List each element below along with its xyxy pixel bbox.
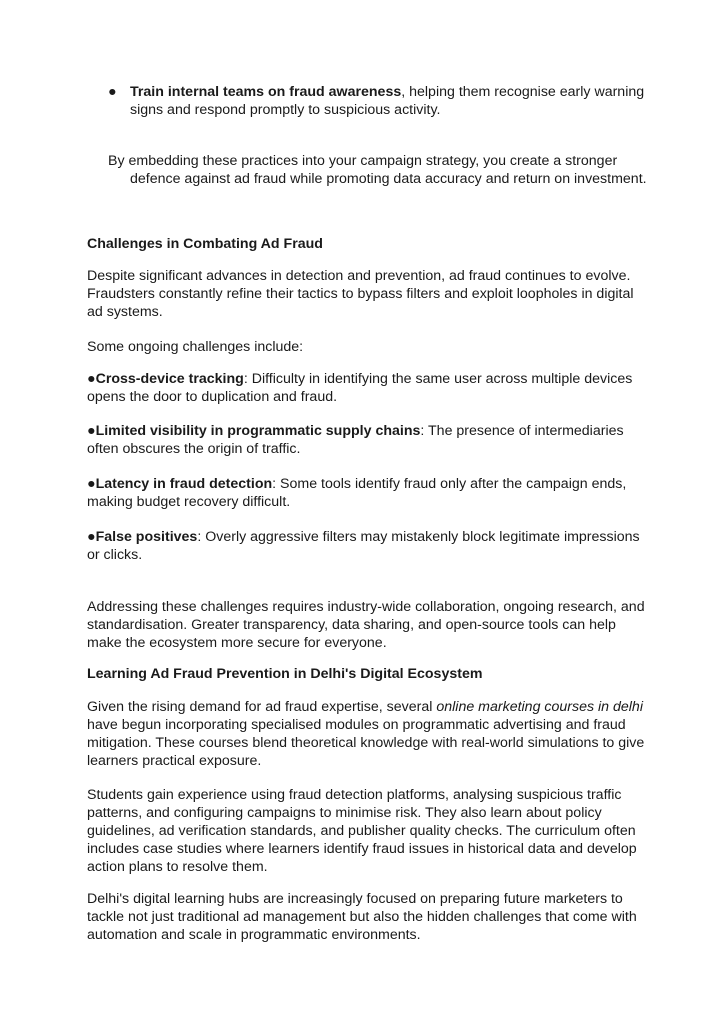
- learning-p1-before: Given the rising demand for ad fraud expertise, several: [87, 699, 437, 715]
- challenges-closing: Addressing these challenges requires industry-wide collaboration, ongoing research, and standardisation. Greater transparency, data sharing, and open-source tools can help make the ecosystem more secure for everyone.: [87, 599, 645, 651]
- bullet-marker: ●: [87, 423, 96, 439]
- challenges-intro: Despite significant advances in detection and prevention, ad fraud continues to evolve. Fraudsters constantly refine their tactics to bypass filters and exploit loopholes in digital ad systems.: [87, 268, 634, 320]
- bullet-marker: ●: [87, 529, 96, 545]
- bullet-marker: ●: [108, 84, 117, 100]
- challenge-item-rest: : Some tools identify fraud only after the campaign ends, making budget recovery difficult.: [87, 476, 627, 510]
- learning-p1-after: have begun incorporating specialised modules on programmatic advertising and fraud mitigation. These courses blend theoretical knowledge with real-world simulations to give learners practical exposure.: [87, 717, 645, 769]
- list-item-bold: Train internal teams on fraud awareness: [130, 84, 402, 100]
- challenge-item-bold: Latency in fraud detection: [95, 476, 273, 492]
- list-item-rest: , helping them recognise early warning signs and respond promptly to suspicious activity.: [130, 84, 645, 118]
- challenge-item-cross-device: [87, 370, 647, 406]
- challenge-item-rest: : Overly aggressive filters may mistakenly block legitimate impressions or clicks.: [87, 529, 640, 563]
- challenge-item-visibility: [87, 422, 647, 458]
- bullet-marker: ●: [87, 476, 96, 492]
- challenges-lead: Some ongoing challenges include:: [87, 339, 304, 355]
- list-item-train-teams: [108, 83, 648, 119]
- embedding-paragraph: By embedding these practices into your campaign strategy, you create a stronger defence against ad fraud while promoting data accuracy and return on investment.: [108, 153, 647, 187]
- learning-p1-italic: online marketing courses in delhi: [436, 699, 643, 715]
- heading-challenges: Challenges in Combating Ad Fraud: [87, 236, 323, 252]
- bullet-marker: ●: [87, 371, 96, 387]
- learning-paragraph-1: [87, 698, 647, 770]
- challenge-item-rest: : Difficulty in identifying the same user across multiple devices opens the door to duplication and fraud.: [87, 371, 633, 405]
- list-item-text: [130, 83, 648, 119]
- learning-paragraph-2: Students gain experience using fraud detection platforms, analysing suspicious traffic patterns, and configuring campaigns to minimise risk. They also learn about policy guidelines, ad verification standards, and publisher quality checks. The curriculum often includes case studies where learners identify fraud issues in historical data and develop action plans to resolve them.: [87, 787, 637, 875]
- challenge-item-bold: Cross-device tracking: [95, 371, 244, 387]
- challenge-item-bold: False positives: [95, 529, 198, 545]
- challenge-item-rest: : The presence of intermediaries often obscures the origin of traffic.: [87, 423, 624, 457]
- challenge-item-bold: Limited visibility in programmatic supply chains: [95, 423, 421, 439]
- heading-learning: Learning Ad Fraud Prevention in Delhi's Digital Ecosystem: [87, 666, 483, 682]
- challenge-item-latency: [87, 475, 647, 511]
- learning-paragraph-3: Delhi's digital learning hubs are increasingly focused on preparing future marketers to tackle not just traditional ad management but also the hidden challenges that come with automation and scale in programmatic environments.: [87, 891, 637, 943]
- challenge-item-false-positives: [87, 528, 647, 564]
